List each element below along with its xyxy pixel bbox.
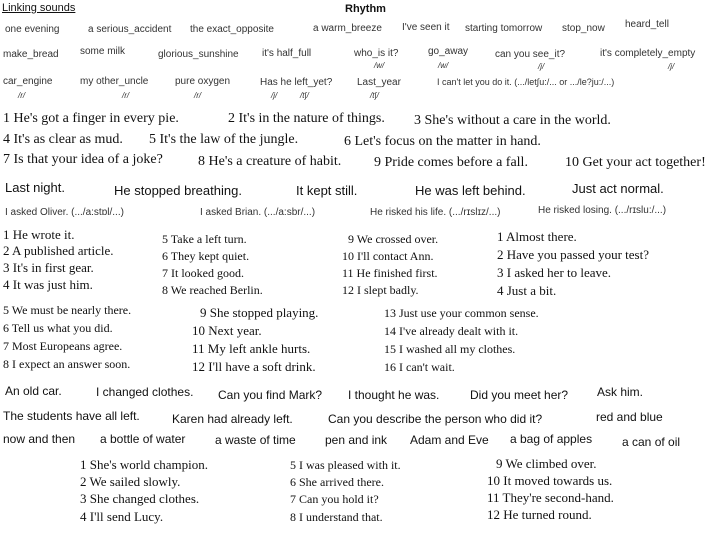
linking-phrase: heard_tell xyxy=(625,19,669,30)
ipa-mark: /j/ xyxy=(668,62,675,71)
weak-form-phrase: a bag of apples xyxy=(510,432,593,446)
idiom: 3 She's without a care in the world. xyxy=(414,113,611,128)
sentence: 12 I'll have a soft drink. xyxy=(192,359,316,374)
ipa-mark: /w/ xyxy=(374,61,385,70)
linking-phrase: a serious_accident xyxy=(88,24,172,35)
idiom: 2 It's in the nature of things. xyxy=(228,111,385,126)
sentence: 2 Have you passed your test? xyxy=(497,247,649,262)
sentence: 6 Tell us what you did. xyxy=(3,321,113,335)
sentence: 9 We crossed over. xyxy=(348,232,439,246)
linking-sounds-heading: Linking sounds xyxy=(2,2,76,14)
linking-phrase: some milk xyxy=(80,46,126,57)
weak-form-phrase: Can you describe the person who did it? xyxy=(328,412,543,426)
sentence: 16 I can't wait. xyxy=(384,360,455,374)
idiom: 6 Let's focus on the matter in hand. xyxy=(344,134,541,149)
linking-phrase: car_engine xyxy=(3,76,53,87)
linking-phrase: starting tomorrow xyxy=(465,23,543,34)
weak-form-phrase: a waste of time xyxy=(215,433,296,447)
ipa-mark: /r/ xyxy=(122,91,130,100)
sentence: 12 I slept badly. xyxy=(342,283,419,297)
sentence: 11 He finished first. xyxy=(342,266,438,280)
sentence: 4 It was just him. xyxy=(3,277,93,292)
sentence: 10 It moved towards us. xyxy=(487,473,613,488)
sentence: 3 She changed clothes. xyxy=(80,491,200,506)
idiom: 8 He's a creature of habit. xyxy=(198,154,342,169)
sentence: 8 I expect an answer soon. xyxy=(3,357,131,371)
sentence: 1 Almost there. xyxy=(497,229,577,244)
sentence: 5 I was pleased with it. xyxy=(290,458,401,472)
linking-phrase: can you see_it? xyxy=(495,49,566,60)
ipa-mark: /r/ xyxy=(194,91,202,100)
linking-phrase: glorious_sunshine xyxy=(158,49,239,60)
sentence: 7 Can you hold it? xyxy=(290,492,379,506)
elision-phrase: He stopped breathing. xyxy=(114,183,242,198)
sentence: 5 We must be nearly there. xyxy=(3,303,132,317)
linking-phrase: it's half_full xyxy=(262,48,312,59)
idiom: 1 He's got a finger in every pie. xyxy=(3,111,179,126)
elision-phrase: It kept still. xyxy=(296,183,358,198)
ipa-mark: /r/ xyxy=(18,91,26,100)
sentence: 8 We reached Berlin. xyxy=(162,283,263,297)
sentence: 14 I've already dealt with it. xyxy=(384,324,519,338)
sentence: 10 I'll contact Ann. xyxy=(342,249,434,263)
linking-phrase: a warm_breeze xyxy=(313,23,382,34)
ipa-mark: /w/ xyxy=(438,61,449,70)
weak-form-phrase: I thought he was. xyxy=(348,388,440,402)
sentence: 6 They kept quiet. xyxy=(162,249,250,263)
idiom: 5 It's the law of the jungle. xyxy=(149,132,299,147)
ipa-mark: /t∫/ xyxy=(300,91,309,100)
weak-form-phrase: An old car. xyxy=(5,384,62,398)
elision-phrase: I asked Oliver. (.../a:stɒl/...) xyxy=(5,207,124,218)
sentence: 1 She's world champion. xyxy=(80,457,208,472)
linking-phrase: Last_year xyxy=(357,77,401,88)
idiom: 7 Is that your idea of a joke? xyxy=(3,152,163,167)
elision-phrase: He risked his life. (.../rɪslɪz/...) xyxy=(370,207,501,218)
linking-phrase: stop_now xyxy=(562,23,605,34)
idiom: 10 Get your act together! xyxy=(565,155,706,170)
weak-form-phrase: pen and ink xyxy=(325,433,388,447)
weak-form-phrase: Ask him. xyxy=(597,385,644,399)
weak-form-phrase: I changed clothes. xyxy=(96,385,194,399)
elision-phrase: I asked Brian. (.../a:sbr/...) xyxy=(200,207,316,218)
elision-phrase: He risked losing. (.../rɪslu:/...) xyxy=(538,205,667,216)
linking-phrase: Has he left_yet? xyxy=(260,77,333,88)
sentence: 1 He wrote it. xyxy=(3,227,75,242)
linking-phrase: make_bread xyxy=(3,49,59,60)
sentence: 4 Just a bit. xyxy=(497,283,557,298)
ipa-mark: /t∫/ xyxy=(370,91,379,100)
sentence: 15 I washed all my clothes. xyxy=(384,342,516,356)
idiom: 9 Pride comes before a fall. xyxy=(374,155,528,170)
sentence: 8 I understand that. xyxy=(290,510,383,524)
sentence: 7 It looked good. xyxy=(162,266,244,280)
ipa-mark: /j/ xyxy=(271,91,278,100)
linking-phrase: it's completely_empty xyxy=(600,48,696,59)
sentence: 3 It's in first gear. xyxy=(3,260,94,275)
linking-phrase: pure oxygen xyxy=(175,76,231,87)
sentence: 2 We sailed slowly. xyxy=(80,474,181,489)
elision-phrase: Just act normal. xyxy=(572,181,664,196)
linking-phrase: who_is it? xyxy=(354,48,399,59)
elision-phrase: Last night. xyxy=(5,180,65,195)
linking-phrase: go_away xyxy=(428,46,469,57)
sentence: 7 Most Europeans agree. xyxy=(3,339,123,353)
sentence: 6 She arrived there. xyxy=(290,475,384,489)
sentence: 9 She stopped playing. xyxy=(200,305,319,320)
weak-form-phrase: now and then xyxy=(3,432,76,446)
linking-phrase: the exact_opposite xyxy=(190,24,274,35)
weak-form-phrase: Karen had already left. xyxy=(172,412,293,426)
sentence: 11 My left ankle hurts. xyxy=(192,341,311,356)
sentence: 2 A published article. xyxy=(3,243,114,258)
sentence: 11 They're second-hand. xyxy=(487,490,614,505)
sentence: 5 Take a left turn. xyxy=(162,232,247,246)
sentence: 12 He turned round. xyxy=(487,507,592,522)
sentence: 9 We climbed over. xyxy=(496,456,597,471)
sentence: 3 I asked her to leave. xyxy=(497,265,612,280)
weak-form-phrase: a bottle of water xyxy=(100,432,186,446)
elision-phrase: He was left behind. xyxy=(415,183,526,198)
idiom: 4 It's as clear as mud. xyxy=(3,132,123,147)
rhythm-heading: Rhythm xyxy=(345,3,386,15)
linking-phrase: I've seen it xyxy=(402,22,450,33)
weak-form-phrase: a can of oil xyxy=(622,435,681,449)
sentence: 4 I'll send Lucy. xyxy=(80,509,164,524)
weak-form-phrase: red and blue xyxy=(596,410,663,424)
weak-form-phrase: Can you find Mark? xyxy=(218,388,323,402)
linking-phrase: my other_uncle xyxy=(80,76,149,87)
linking-phrase: one evening xyxy=(5,24,60,35)
weak-form-phrase: Did you meet her? xyxy=(470,388,569,402)
linking-phrase: I can't let you do it. (.../let∫u:/... or .../le?ju:/...) xyxy=(437,77,615,87)
sentence: 13 Just use your common sense. xyxy=(384,306,539,320)
sentence: 10 Next year. xyxy=(192,323,262,338)
ipa-mark: /j/ xyxy=(538,62,545,71)
weak-form-phrase: The students have all left. xyxy=(3,409,140,423)
weak-form-phrase: Adam and Eve xyxy=(410,433,489,447)
